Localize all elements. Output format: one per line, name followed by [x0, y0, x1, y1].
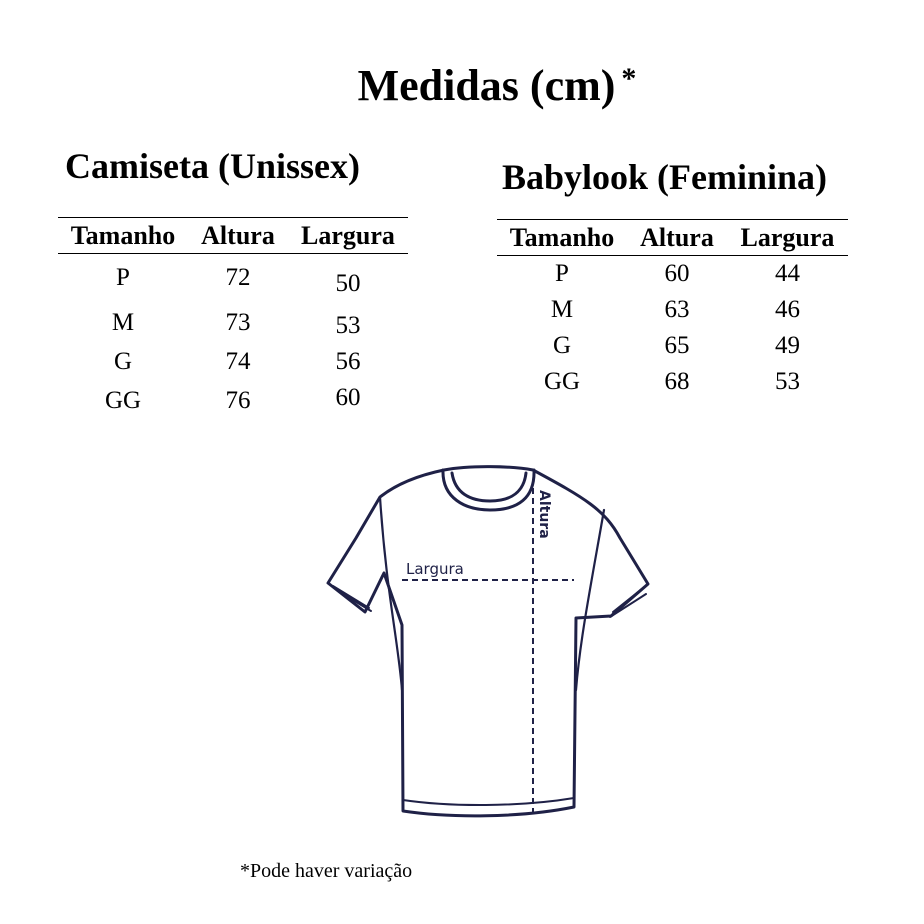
size-cell: P — [555, 260, 569, 287]
size-cell: P — [116, 264, 130, 291]
width-cell: 50 — [335, 270, 361, 297]
header-size: Tamanho — [497, 220, 627, 256]
height-cell: 63 — [664, 296, 690, 323]
height-cell: 74 — [225, 348, 251, 375]
title-text: Medidas (cm) — [357, 61, 616, 110]
unisex-size-table — [58, 217, 408, 422]
table-row — [58, 302, 408, 344]
height-cell: 68 — [664, 368, 690, 395]
width-measure-label: Largura — [406, 560, 464, 578]
babylook-size-table — [497, 219, 848, 400]
footnote: *Pode haver variação — [240, 860, 413, 882]
size-cell: GG — [543, 368, 581, 395]
height-cell: 76 — [225, 387, 251, 414]
width-cell: 53 — [775, 368, 800, 395]
table-row — [497, 292, 848, 328]
size-cell: G — [552, 332, 572, 359]
title-asterisk: * — [621, 62, 637, 95]
table-header-row — [58, 218, 408, 254]
table-header-row — [497, 220, 848, 256]
header-size: Tamanho — [58, 218, 188, 254]
header-height: Altura — [188, 218, 288, 254]
table-row — [497, 364, 848, 400]
header-width: Largura — [727, 220, 848, 256]
height-cell: 65 — [664, 332, 690, 359]
height-cell: 72 — [225, 264, 251, 291]
height-cell: 73 — [225, 309, 251, 336]
table-row — [497, 328, 848, 364]
width-cell: 44 — [775, 260, 800, 287]
page-title — [0, 60, 924, 111]
size-cell: G — [113, 348, 133, 375]
tshirt-outline — [328, 467, 648, 816]
width-cell: 53 — [335, 312, 361, 339]
width-cell: 60 — [335, 384, 361, 411]
size-cell: GG — [104, 387, 142, 414]
table-row — [497, 256, 848, 293]
width-cell: 49 — [775, 332, 800, 359]
height-measure-label: Altura — [536, 490, 552, 539]
size-cell: M — [550, 296, 574, 323]
table-row — [58, 254, 408, 303]
header-height: Altura — [627, 220, 727, 256]
table-row — [58, 344, 408, 380]
table-row — [58, 380, 408, 422]
width-cell: 46 — [775, 296, 800, 323]
header-width: Largura — [288, 218, 408, 254]
tshirt-measurement-diagram — [320, 460, 660, 820]
height-cell: 60 — [664, 260, 690, 287]
width-cell: 56 — [335, 348, 361, 375]
size-cell: M — [111, 309, 135, 336]
babylook-table-title: Babylook (Feminina) — [502, 157, 828, 197]
unisex-table-title: Camiseta (Unissex) — [65, 146, 360, 186]
